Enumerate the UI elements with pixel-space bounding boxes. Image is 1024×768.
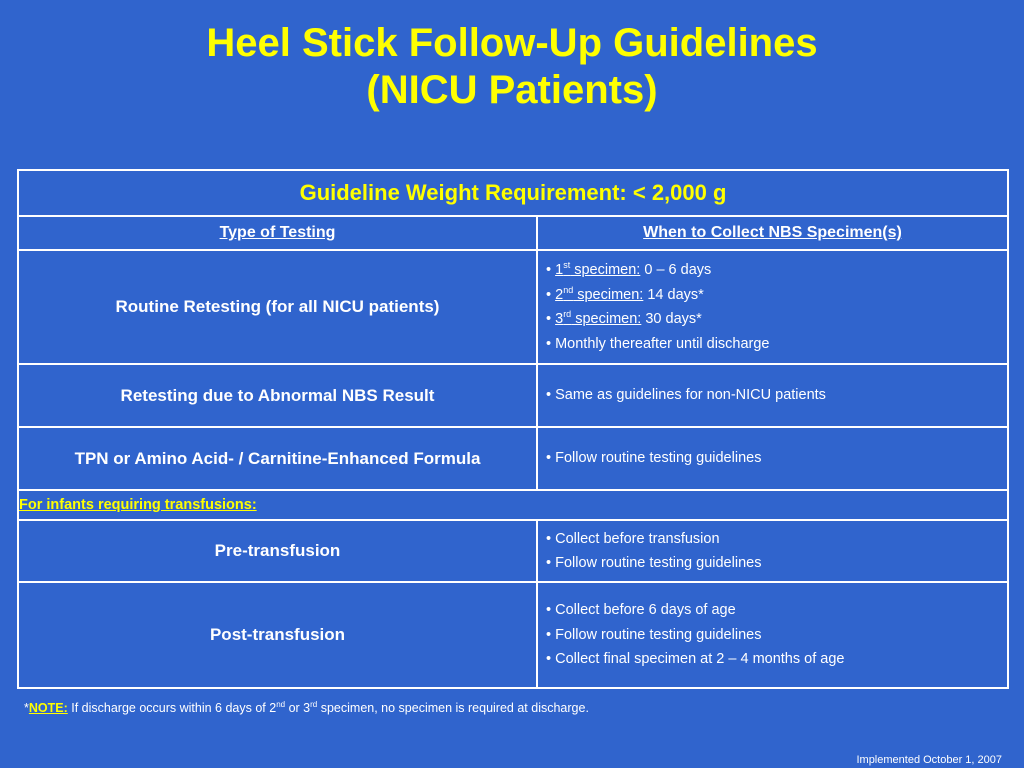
- routine-schedule: [537, 250, 1008, 364]
- weight-requirement-row: [18, 170, 1008, 216]
- footnote: [24, 701, 589, 715]
- list-item: • Follow routine testing guidelines: [546, 626, 762, 643]
- pre-transfusion-label: Pre-transfusion: [18, 520, 537, 582]
- table-row: [18, 582, 1008, 688]
- ordinal-suffix: st: [563, 260, 571, 271]
- ordinal-number: 3: [555, 311, 564, 327]
- list-item: • Collect final specimen at 2 – 4 months of age: [546, 651, 845, 668]
- list-item: • Follow routine testing guidelines: [546, 555, 762, 571]
- weight-requirement: Guideline Weight Requirement: < 2,000 g: [18, 170, 1008, 216]
- specimen-1-value: 0 – 6 days: [640, 262, 712, 278]
- bullet: •: [546, 311, 556, 327]
- abnormal-guideline: [537, 364, 1008, 427]
- note-text-1: If discharge occurs within 6 days of 2: [67, 701, 277, 715]
- bullet: •: [546, 262, 556, 278]
- table-row: [18, 250, 1008, 364]
- post-transfusion-guideline: [537, 582, 1008, 688]
- page-title: [0, 20, 1024, 114]
- title-line-1: Heel Stick Follow-Up Guidelines: [206, 21, 818, 65]
- specimen-2-value: 14 days*: [643, 286, 704, 303]
- list-item: [546, 258, 1007, 283]
- table-row: [18, 520, 1008, 582]
- list-item: • Collect before 6 days of age: [546, 602, 736, 619]
- note-asterisk: *: [24, 701, 29, 715]
- ordinal-suffix: rd: [563, 309, 572, 320]
- post-transfusion-label: Post-transfusion: [18, 582, 537, 688]
- list-item: [546, 307, 1007, 332]
- header-type-of-testing: [18, 216, 537, 250]
- list-item: • Monthly thereafter until discharge: [546, 335, 770, 352]
- pre-transfusion-guideline: [537, 520, 1008, 582]
- ordinal-number: 1: [555, 262, 564, 278]
- specimen-1-label: [555, 262, 640, 278]
- specimen-word: specimen:: [573, 286, 644, 303]
- ordinal-suffix: nd: [563, 284, 574, 295]
- table-header-row: [18, 216, 1008, 250]
- specimen-3-label: [555, 311, 641, 327]
- ordinal-number: 2: [555, 286, 564, 303]
- note-sup-1: nd: [276, 699, 286, 709]
- note-text-2: or 3: [285, 701, 311, 715]
- tpn-label: TPN or Amino Acid- / Carnitine-Enhanced Formula: [18, 427, 537, 490]
- note-label: NOTE:: [28, 701, 68, 715]
- abnormal-label: Retesting due to Abnormal NBS Result: [18, 364, 537, 427]
- tpn-guideline: [537, 427, 1008, 490]
- specimen-3-value: 30 days*: [641, 311, 702, 327]
- table-row: [18, 364, 1008, 427]
- specimen-word: specimen:: [570, 262, 641, 278]
- table-row: [18, 427, 1008, 490]
- header-when-label: When to Collect NBS Specimen(s): [643, 224, 902, 241]
- header-when-to-collect: [537, 216, 1008, 250]
- implemented-date: Implemented October 1, 2007: [856, 754, 1002, 766]
- header-type-label: Type of Testing: [219, 224, 336, 241]
- specimen-word: specimen:: [571, 311, 642, 327]
- note-text-3: specimen, no specimen is required at discharge.: [317, 701, 589, 715]
- transfusion-header-label: For infants requiring transfusions:: [19, 497, 257, 513]
- list-item: • Same as guidelines for non-NICU patients: [546, 387, 826, 404]
- guidelines-table: [17, 169, 1009, 689]
- bullet: •: [546, 286, 556, 303]
- list-item: • Follow routine testing guidelines: [546, 450, 762, 467]
- specimen-2-label: [555, 284, 644, 303]
- list-item: [546, 283, 1007, 308]
- routine-label: Routine Retesting (for all NICU patients): [18, 250, 537, 364]
- table-row: [18, 490, 1008, 520]
- title-line-2: (NICU Patients): [366, 68, 658, 112]
- transfusion-section-header: [18, 490, 1008, 520]
- list-item: • Collect before transfusion: [546, 530, 720, 547]
- note-sup-2: rd: [310, 699, 318, 709]
